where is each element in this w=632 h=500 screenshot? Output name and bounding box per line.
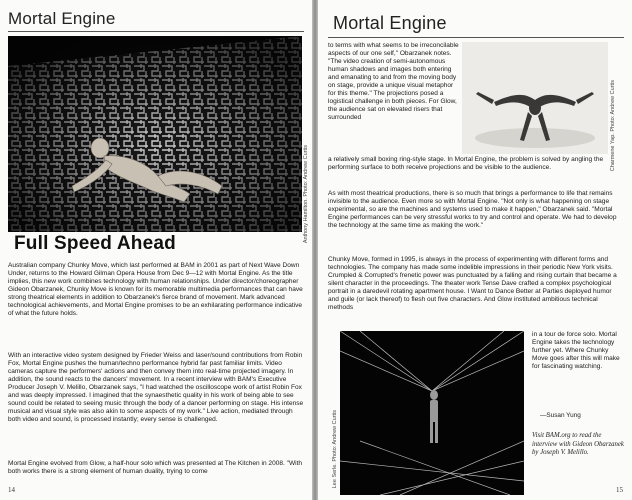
page-number-left: 14: [8, 486, 15, 494]
photo-credit-right-1: Charmene Yap. Photo: Andrew Curtis: [610, 80, 616, 172]
author-signature: —Susan Yung: [540, 412, 581, 419]
left-page: [0, 0, 312, 500]
right-paragraph-2: Chunky Move, formed in 1995, is always in the process of experimenting with different forms and technologies. The company has made some indelible impressions in their periodic New York visits. Crumpled & Corrupted's frenetic power was punctuated by a falling and rising curtain that became a silent character in the proceedings. The theater work Tense Dave crafted a complex psychological portrait in a daredevil rotating apartment house. I Want to Dance Better at Parties deployed humor and guile (or lack thereof) to flesh out five characters. And Glow instituted ambitious technical methods: [328, 256, 617, 312]
right-paragraph-1: As with most theatrical productions, there is so much that brings a performance to life that remains invisible to the audience. Even more so with Mortal Engine. "Not only is what happening on stage experimental, so are the machines and systems used to make it happen," Obarzanek said. "Mortal Engine performances can be very stressful works to try and control and operate. We had to develop the technology at the same time as making the work.": [328, 190, 617, 230]
article-headline: Full Speed Ahead: [14, 233, 176, 254]
interview-caption: Visit BAM.org to read the interview with Gideon Obarzanek by Joseph V. Melillo.: [532, 432, 624, 456]
photo-credit-left: Anthony Hamilton. Photo: Andrew Curtis: [303, 145, 309, 244]
right-page: [318, 0, 632, 500]
dancer-maze-photo: [8, 36, 302, 232]
dancer-bridge-photo: [462, 42, 608, 154]
header-rule-left: [8, 31, 304, 32]
left-paragraph-2: With an interactive video system designed by Frieder Weiss and laser/sound contributions from Robin Fox, Mortal Engine pushes the human/techno performance hybrid far past familiar limits. Video cameras capture the performers' actions and then convey them into real-time projected imagery. In addition, the sound reacts to the dancers' movement. In a recent interview with BAM's Executive Producer Joseph V. Melillo, Obarzanek says, "I had watched the oscilloscope work of artist Robin Fox and was deeply impressed. I imagined that the synaesthetic quality in his work of being able to see sound could be related to seeing music through the body of a dancer performing on stage. His intense musical and visual style was also akin to some aspects of my work." Live action, mediated through both video and sound, is processed instantly; every sense is challenged.: [8, 352, 304, 424]
left-paragraph-3: Mortal Engine evolved from Glow, a half-hour solo which was presented at The Kitchen in 2008. "With both works there is a strong element of human duality, trying to come: [8, 460, 303, 476]
maze-projection-image: [8, 36, 302, 232]
left-paragraph-1: Australian company Chunky Move, which last performed at BAM in 2001 as part of Next Wave Down Under, returns to the Howard Gilman Opera House from Dec 9—12 with Mortal Engine. As the title implies, this new work combines technology with human relationships. Under director/choreographer Gideon Obarzanek, Chunky Move is known for its memorable multimedia performances that can have strong theatrical elements in addition to Obarzanek's fierce brand of movement. Mark advanced technological achievements, and Mortal Engine promises to be an exhilarating performance indicative of what the future holds.: [8, 262, 303, 318]
right-column-text: to terms with what seems to be irreconcilable aspects of our one self," Obarzanek notes. "The video creation of semi-autonomous human shadows and images both entering and emanating to and from the moving body on stage, provide a unique visual metaphor for this theme." The projections posed a logistical challenge in both pieces. For Glow, the audience sat on elevated risers that surrounded: [328, 42, 459, 122]
side-column-text: in a tour de force solo. Mortal Engine takes the technology further yet. Where Chunky Move goes after this will make for fascinating watching.: [532, 331, 620, 371]
bridge-pose-image: [462, 42, 608, 154]
right-column-tail: a relatively small boxing ring-style stage. In Mortal Engine, the problem is solved by angling the performing surface to both receive projections and be visible to the audience.: [328, 156, 604, 172]
photo-credit-right-2: Lee Serle. Photo: Andrew Curtis: [332, 410, 338, 489]
header-rule-right: [328, 37, 624, 38]
page-number-right: 15: [616, 486, 623, 494]
running-head-right: Mortal Engine: [333, 13, 447, 33]
laser-beams-image: [340, 331, 524, 495]
running-head-left: Mortal Engine: [8, 9, 116, 28]
dancer-laser-photo: [340, 331, 524, 495]
